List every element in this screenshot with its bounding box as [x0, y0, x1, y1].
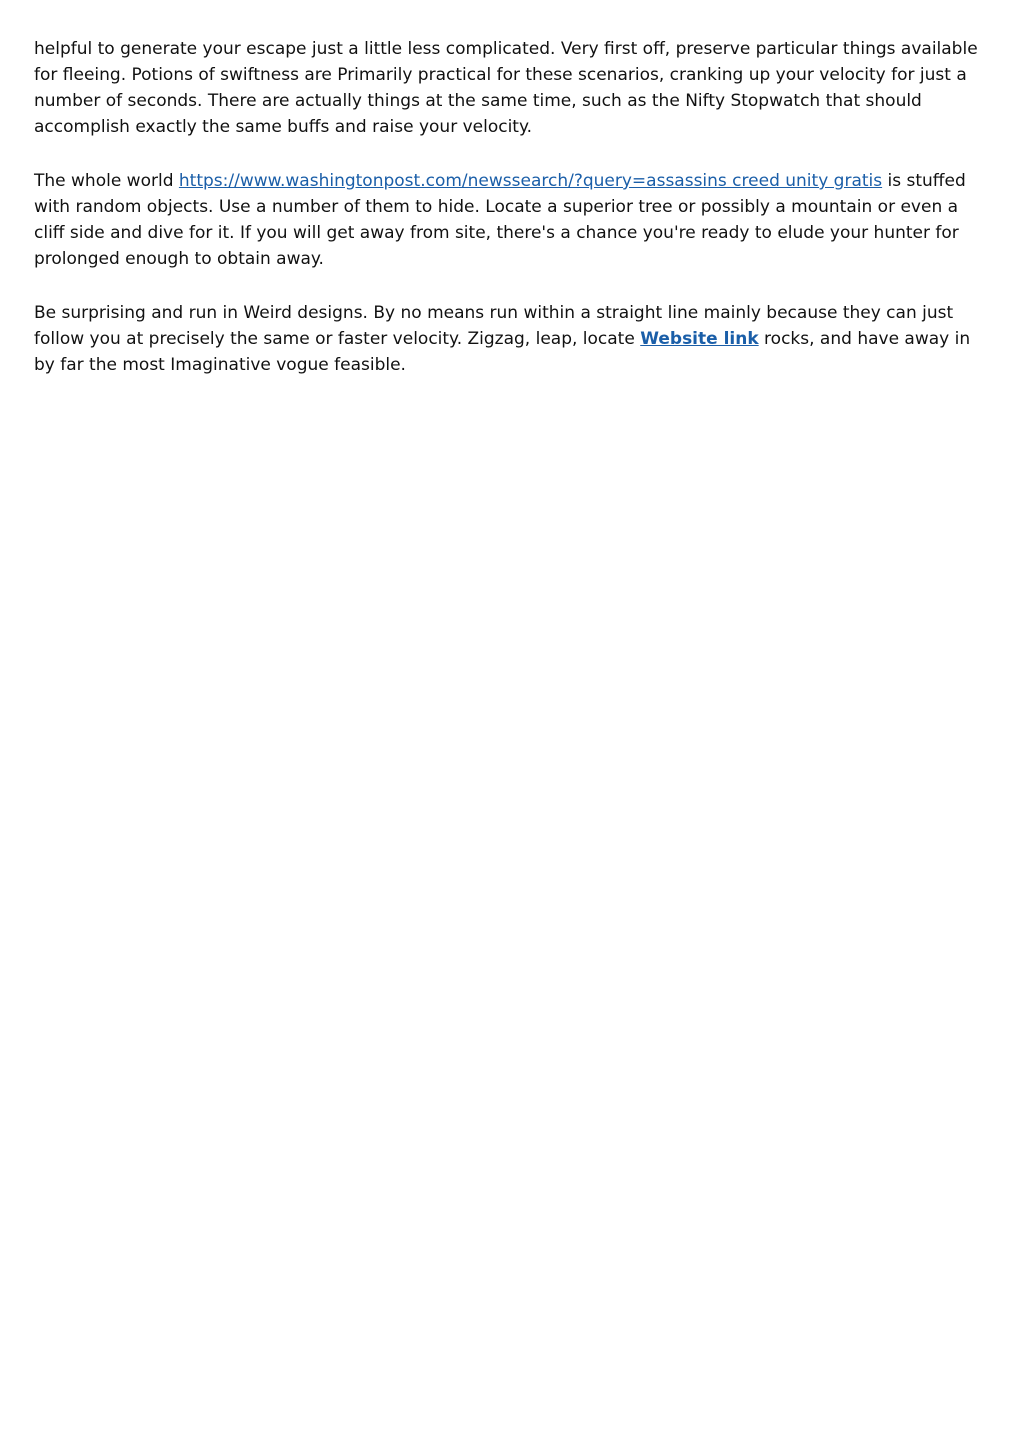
website-link[interactable]: Website link — [640, 329, 759, 349]
washingtonpost-search-link[interactable]: https://www.washingtonpost.com/newssearch/?query=assassins creed unity gratis — [178, 171, 883, 191]
paragraph-2-trail-text: is stuffed with random objects. Use a number of them to hide. Locate a superior tree or possibly a mountain or even a cliff side and dive for it. If you will get away from site, there's a chance you're ready to elude your hunter for prolonged enough to obtain away. — [34, 171, 966, 269]
paragraph-2 — [34, 168, 990, 272]
paragraph-3-trail-text: rocks, and have away in by far the most Imaginative vogue feasible. — [34, 329, 971, 375]
paragraph-2-lead-text: The whole world — [34, 171, 179, 191]
paragraph-1 — [34, 36, 990, 140]
paragraph-3-lead-text: Be surprising and run in Weird designs. By no means run within a straight line mainly because they can just follow you at precisely the same or faster velocity. Zigzag, leap, locate — [34, 303, 954, 349]
paragraph-1-text: helpful to generate your escape just a little less complicated. Very first off, preserve particular things available for fleeing. Potions of swiftness are Primarily practical for these scenarios, cranking up your velocity for just a number of seconds. There are actually things at the same time, such as the Nifty Stopwatch that should accomplish exactly the same buffs and raise your velocity. — [34, 39, 978, 137]
paragraph-3 — [34, 300, 990, 378]
document-page — [34, 36, 990, 406]
